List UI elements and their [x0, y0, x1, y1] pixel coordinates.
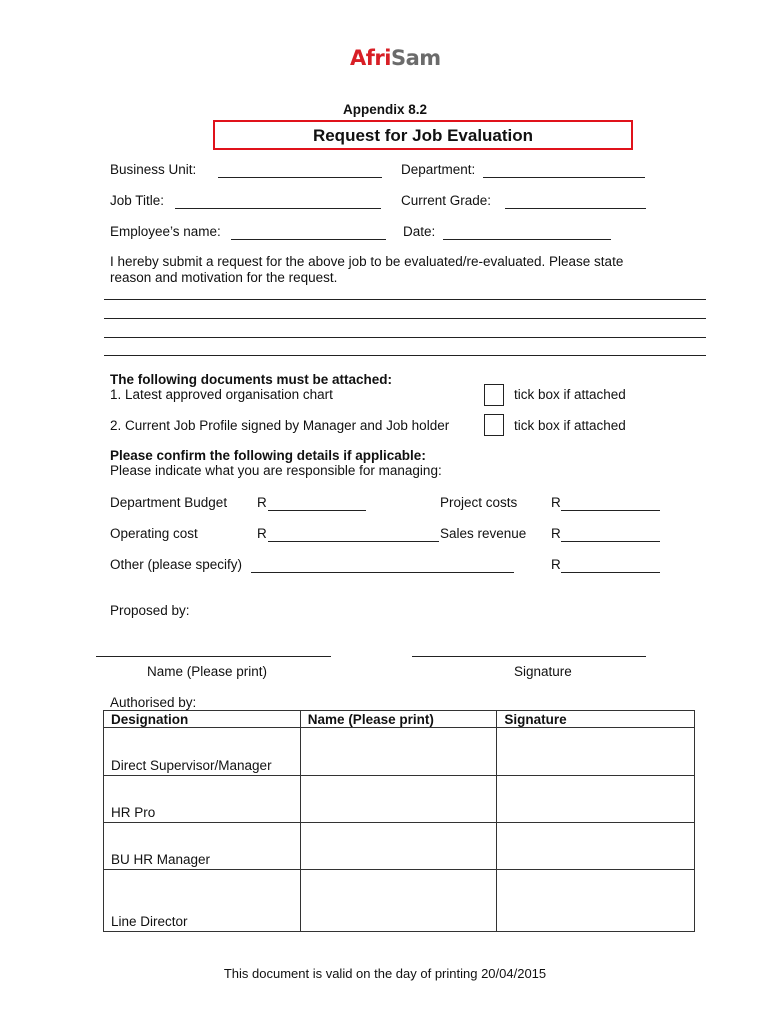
- afrisam-logo: [350, 46, 441, 70]
- signature-header: Signature: [497, 711, 695, 728]
- logo-part-afri: Afri: [350, 46, 391, 70]
- other-label: Other (please specify): [110, 557, 243, 572]
- appendix-label: Appendix 8.2: [342, 102, 428, 117]
- current-grade-label: Current Grade:: [401, 193, 492, 208]
- department-budget-label: Department Budget: [110, 495, 228, 510]
- tick-box-2[interactable]: [484, 414, 504, 436]
- proposed-signature-field[interactable]: [412, 656, 646, 657]
- sales-revenue-field[interactable]: [561, 541, 660, 542]
- attachment-item-1: 1. Latest approved organisation chart: [110, 387, 333, 402]
- details-heading: Please confirm the following details if applicable:: [110, 448, 426, 463]
- designation-line-director: Line Director: [104, 870, 301, 932]
- name-cell[interactable]: [300, 870, 497, 932]
- signature-cell[interactable]: [497, 870, 695, 932]
- other-currency: R: [551, 557, 561, 572]
- signature-cell[interactable]: [497, 728, 695, 776]
- operating-cost-label: Operating cost: [110, 526, 198, 541]
- title-box: [213, 120, 633, 150]
- operating-cost-currency: R: [257, 526, 267, 541]
- footer-validity-note: This document is valid on the day of printing 20/04/2015: [223, 966, 547, 981]
- job-title-label: Job Title:: [110, 193, 165, 208]
- date-label: Date:: [403, 224, 436, 239]
- project-costs-currency: R: [551, 495, 561, 510]
- proposed-name-label: Name (Please print): [147, 664, 268, 679]
- designation-hr-pro: HR Pro: [104, 776, 301, 823]
- department-budget-currency: R: [257, 495, 267, 510]
- date-field[interactable]: [443, 239, 611, 240]
- tick-box-1[interactable]: [484, 384, 504, 406]
- motivation-line-1[interactable]: [104, 299, 706, 300]
- table-row: [104, 776, 695, 823]
- table-row: [104, 728, 695, 776]
- department-label: Department:: [401, 162, 476, 177]
- request-text-line2: reason and motivation for the request.: [110, 270, 338, 285]
- motivation-line-2[interactable]: [104, 318, 706, 319]
- business-unit-field[interactable]: [218, 177, 382, 178]
- current-grade-field[interactable]: [505, 208, 646, 209]
- logo-part-sam: Sam: [390, 46, 441, 70]
- authorisation-table: [103, 710, 695, 932]
- request-text-line1: I hereby submit a request for the above job to be evaluated/re-evaluated. Please state: [110, 254, 624, 269]
- other-specify-field[interactable]: [251, 572, 514, 573]
- business-unit-label: Business Unit:: [110, 162, 197, 177]
- table-row: [104, 870, 695, 932]
- project-costs-field[interactable]: [561, 510, 660, 511]
- tick-label-1: tick box if attached: [514, 387, 626, 402]
- project-costs-label: Project costs: [440, 495, 518, 510]
- designation-direct-supervisor: Direct Supervisor/Manager: [104, 728, 301, 776]
- designation-header: Designation: [104, 711, 301, 728]
- table-row: [104, 823, 695, 870]
- signature-cell[interactable]: [497, 776, 695, 823]
- job-title-field[interactable]: [175, 208, 381, 209]
- authorised-by-label: Authorised by:: [110, 695, 197, 710]
- department-field[interactable]: [483, 177, 645, 178]
- signature-cell[interactable]: [497, 823, 695, 870]
- attachments-heading: The following documents must be attached:: [110, 372, 393, 387]
- operating-cost-field[interactable]: [268, 541, 439, 542]
- name-cell[interactable]: [300, 823, 497, 870]
- proposed-name-field[interactable]: [96, 656, 331, 657]
- details-subheading: Please indicate what you are responsible for managing:: [110, 463, 442, 478]
- attachment-item-2: 2. Current Job Profile signed by Manager and Job holder: [110, 418, 450, 433]
- department-budget-field[interactable]: [268, 510, 366, 511]
- designation-bu-hr-manager: BU HR Manager: [104, 823, 301, 870]
- name-cell[interactable]: [300, 776, 497, 823]
- motivation-line-3[interactable]: [104, 337, 706, 338]
- employee-name-field[interactable]: [231, 239, 386, 240]
- proposed-by-label: Proposed by:: [110, 603, 190, 618]
- table-header-row: [104, 711, 695, 728]
- page-title: Request for Job Evaluation: [312, 126, 534, 145]
- name-header: Name (Please print): [300, 711, 497, 728]
- tick-label-2: tick box if attached: [514, 418, 626, 433]
- name-cell[interactable]: [300, 728, 497, 776]
- sales-revenue-currency: R: [551, 526, 561, 541]
- other-amount-field[interactable]: [561, 572, 660, 573]
- employee-name-label: Employee’s name:: [110, 224, 221, 239]
- sales-revenue-label: Sales revenue: [440, 526, 527, 541]
- motivation-line-4[interactable]: [104, 355, 706, 356]
- proposed-signature-label: Signature: [514, 664, 572, 679]
